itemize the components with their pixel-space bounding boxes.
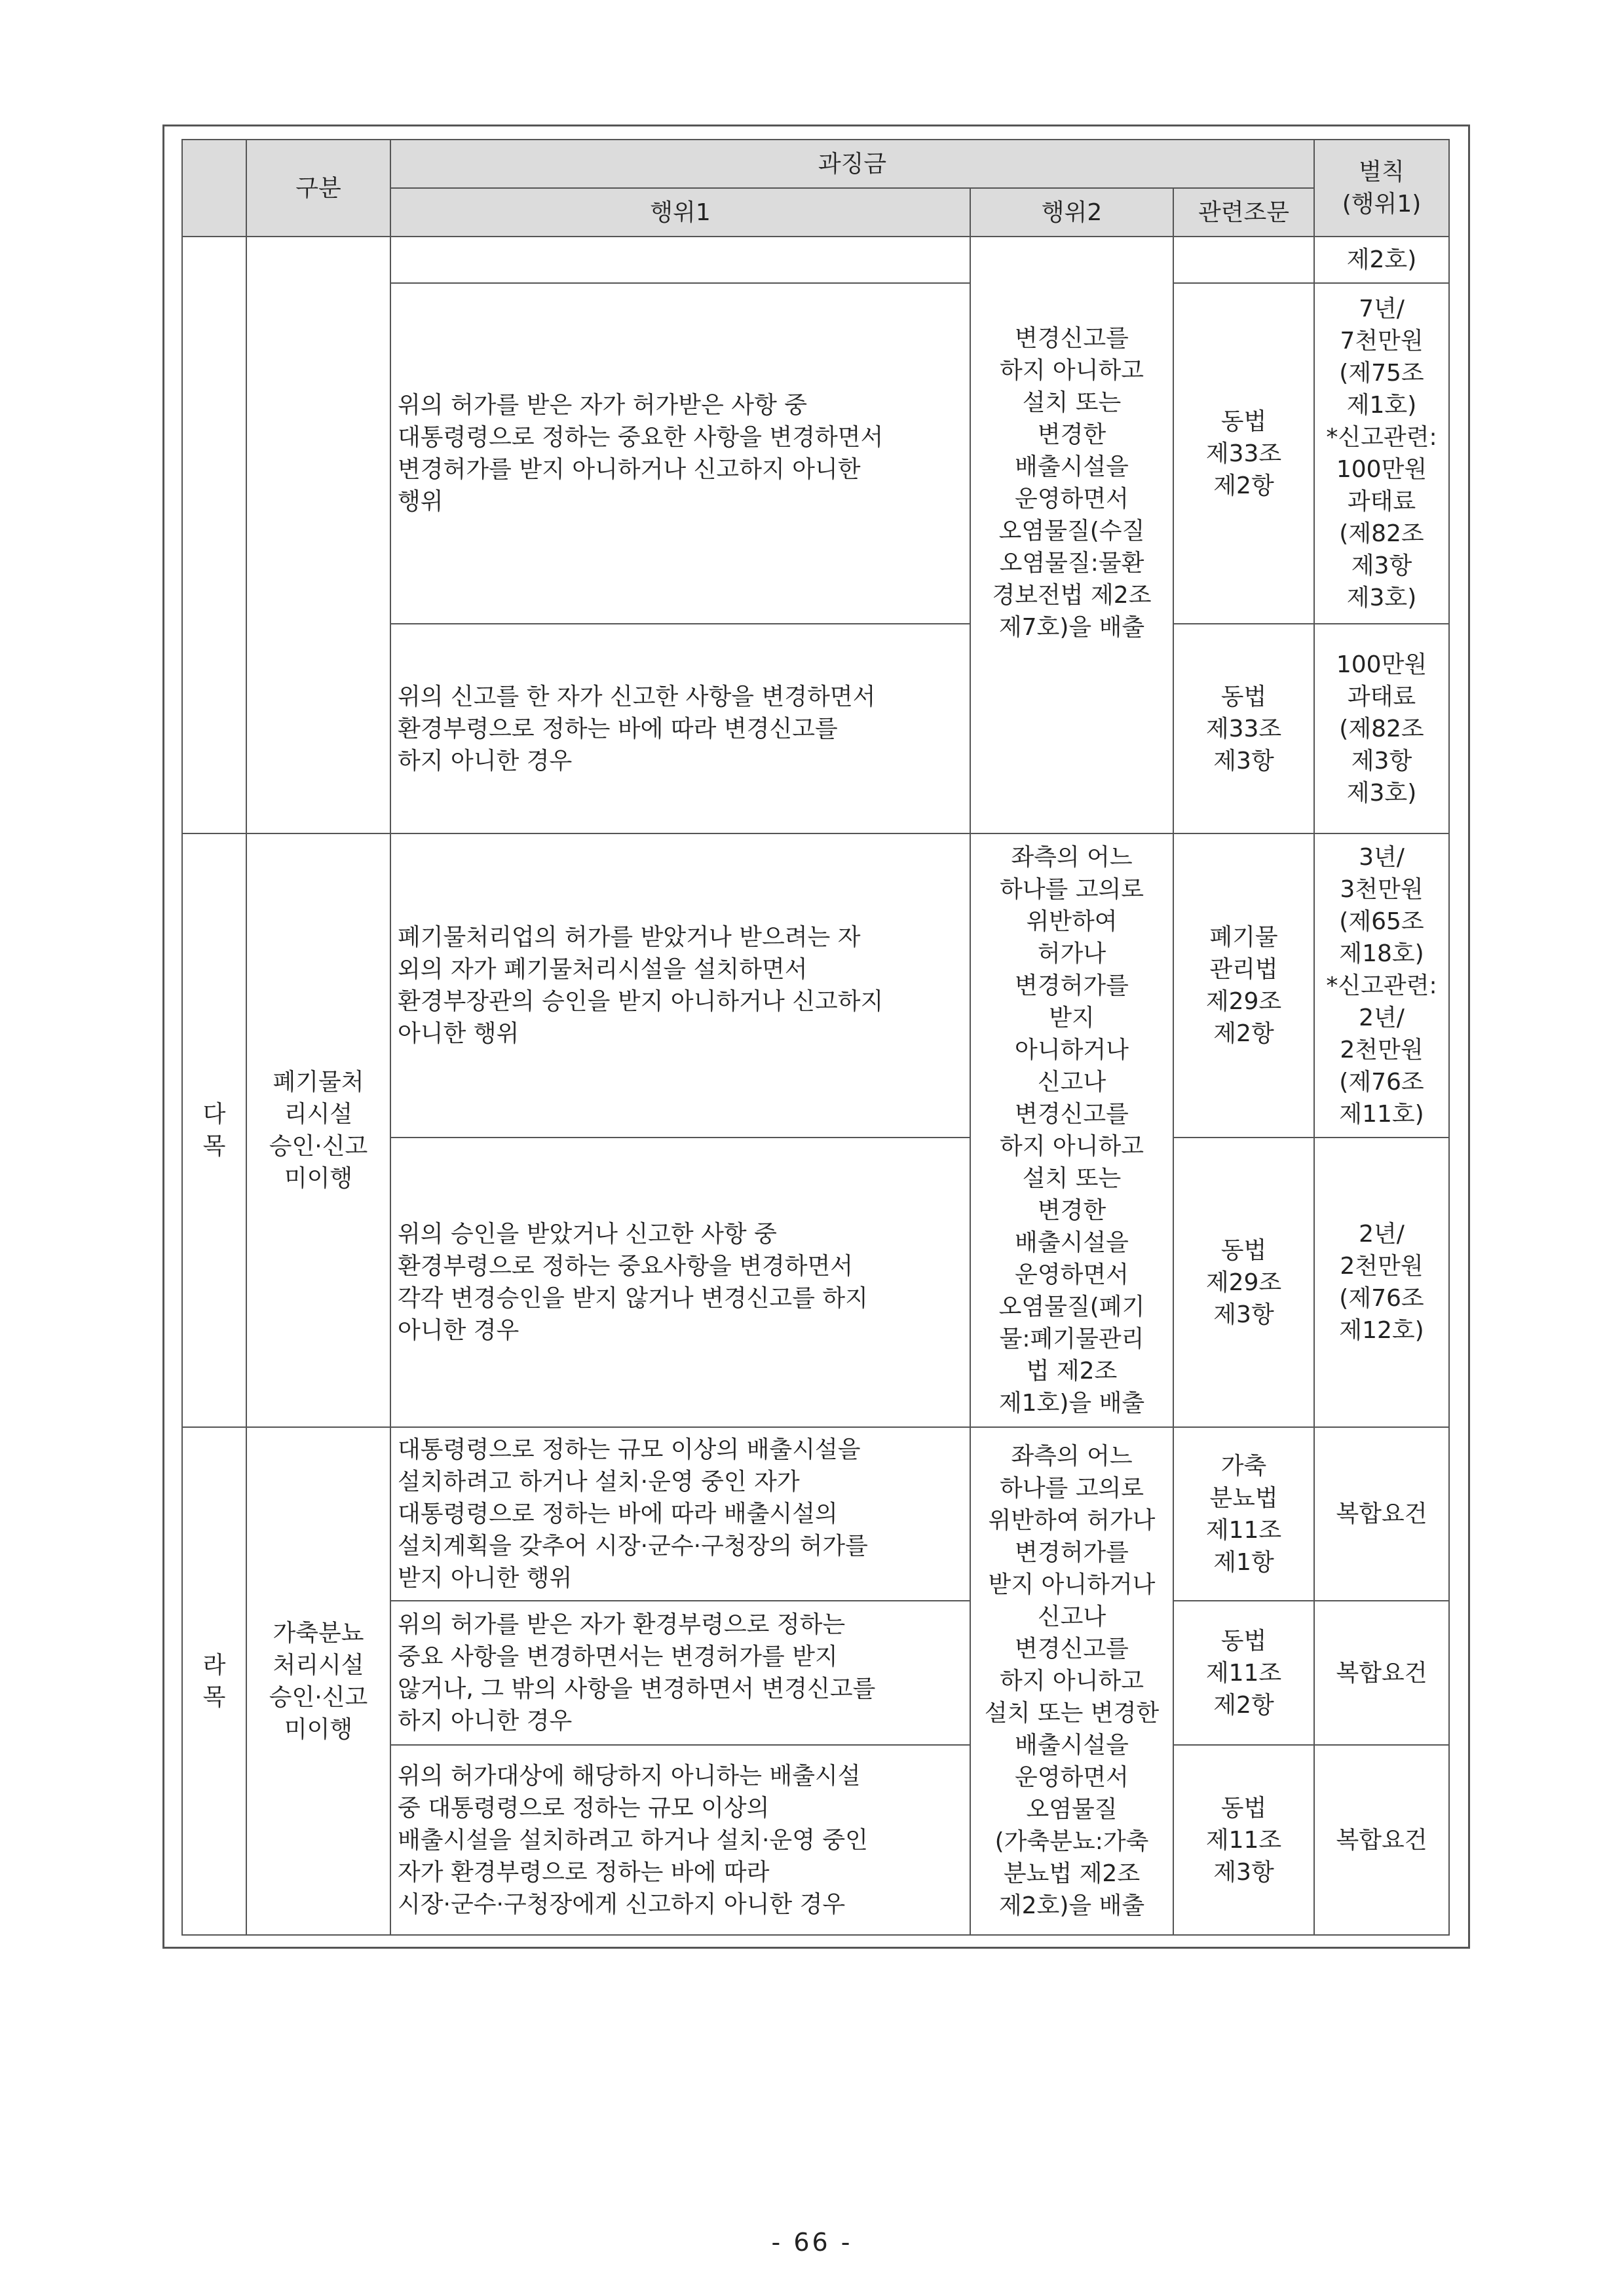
act1-cell: 폐기물처리업의 허가를 받았거나 받으려는 자 외의 자가 폐기물처리시설을 설치하면서 환경부장관의 승인을 받지 아니하거나 신고하지 아니한 행위 [390, 833, 970, 1138]
item-label-ra: 라 목 [182, 1427, 246, 1935]
article-cell: 동법 제29조 제3항 [1173, 1138, 1314, 1427]
header-punishment: 벌칙 (행위1) [1314, 140, 1449, 237]
punishment-cell: 복합요건 [1314, 1601, 1449, 1745]
act1-cell: 위의 허가를 받은 자가 환경부령으로 정하는 중요 사항을 변경하면서는 변경허가를 받지 않거나, 그 밖의 사항을 변경하면서 변경신고를 하지 아니한 경우 [390, 1601, 970, 1745]
act2-cell: 좌측의 어느 하나를 고의로 위반하여 허가나 변경허가를 받지 아니하거나 신고나 변경신고를 하지 아니하고 설치 또는 변경한 배출시설을 운영하면서 오염물질 (가축분뇨:가축 분뇨법 제2조 제2호)을 배출 [970, 1427, 1173, 1935]
penalty-table [181, 139, 1450, 1936]
article-cell [1173, 237, 1314, 283]
act2-cell: 좌측의 어느 하나를 고의로 위반하여 허가나 변경허가를 받지 아니하거나 신고나 변경신고를 하지 아니하고 설치 또는 변경한 배출시설을 운영하면서 오염물질(폐기 물:폐기물관리 법 제2조 제1호)을 배출 [970, 833, 1173, 1427]
punishment-cell: 복합요건 [1314, 1745, 1449, 1935]
table-row [182, 1427, 1449, 1601]
header-penalty: 과징금 [390, 140, 1314, 188]
article-cell: 동법 제33조 제3항 [1173, 624, 1314, 833]
table-row [182, 237, 1449, 283]
act1-cell: 위의 허가대상에 해당하지 아니하는 배출시설 중 대통령령으로 정하는 규모 이상의 배출시설을 설치하려고 하거나 설치·운영 중인 자가 환경부령으로 정하는 바에 따라 시장·군수·구청장에게 신고하지 아니한 경우 [390, 1745, 970, 1935]
article-cell: 동법 제11조 제2항 [1173, 1601, 1314, 1745]
table-row [182, 833, 1449, 1138]
act2-cell: 변경신고를 하지 아니하고 설치 또는 변경한 배출시설을 운영하면서 오염물질(수질 오염물질:물환 경보전법 제2조 제7호)을 배출 [970, 237, 1173, 833]
gubun-cell: 가축분뇨 처리시설 승인·신고 미이행 [246, 1427, 390, 1935]
gubun-cell: 폐기물처 리시설 승인·신고 미이행 [246, 833, 390, 1427]
header-act2: 행위2 [970, 188, 1173, 237]
article-cell: 가축 분뇨법 제11조 제1항 [1173, 1427, 1314, 1601]
act1-cell [390, 237, 970, 283]
punishment-cell: 복합요건 [1314, 1427, 1449, 1601]
header-gubun: 구분 [246, 140, 390, 237]
item-label-da: 다 목 [182, 833, 246, 1427]
act1-cell: 위의 승인을 받았거나 신고한 사항 중 환경부령으로 정하는 중요사항을 변경하면서 각각 변경승인을 받지 않거나 변경신고를 하지 아니한 경우 [390, 1138, 970, 1427]
gubun-cell [246, 237, 390, 833]
punishment-cell: 100만원 과태료 (제82조 제3항 제3호) [1314, 624, 1449, 833]
article-cell: 동법 제33조 제2항 [1173, 283, 1314, 624]
punishment-cell: 3년/ 3천만원 (제65조 제18호) *신고관련: 2년/ 2천만원 (제76조 제11호) [1314, 833, 1449, 1138]
punishment-cell: 2년/ 2천만원 (제76조 제12호) [1314, 1138, 1449, 1427]
header-article: 관련조문 [1173, 188, 1314, 237]
item-label-cell [182, 237, 246, 833]
header-act1: 행위1 [390, 188, 970, 237]
punishment-cell: 7년/ 7천만원 (제75조 제1호) *신고관련: 100만원 과태료 (제82조 제3항 제3호) [1314, 283, 1449, 624]
header-blank-cell [182, 140, 246, 237]
act1-cell: 대통령령으로 정하는 규모 이상의 배출시설을 설치하려고 하거나 설치·운영 중인 자가 대통령령으로 정하는 바에 따라 배출시설의 설치계획을 갖추어 시장·군수·구청장의 허가를 받지 아니한 행위 [390, 1427, 970, 1601]
header-row-1 [182, 140, 1449, 188]
act1-cell: 위의 신고를 한 자가 신고한 사항을 변경하면서 환경부령으로 정하는 바에 따라 변경신고를 하지 아니한 경우 [390, 624, 970, 833]
punishment-cell: 제2호) [1314, 237, 1449, 283]
article-cell: 동법 제11조 제3항 [1173, 1745, 1314, 1935]
page-number: - 66 - [771, 2228, 853, 2257]
act1-cell: 위의 허가를 받은 자가 허가받은 사항 중 대통령령으로 정하는 중요한 사항을 변경하면서 변경허가를 받지 아니하거나 신고하지 아니한 행위 [390, 283, 970, 624]
article-cell: 폐기물 관리법 제29조 제2항 [1173, 833, 1314, 1138]
